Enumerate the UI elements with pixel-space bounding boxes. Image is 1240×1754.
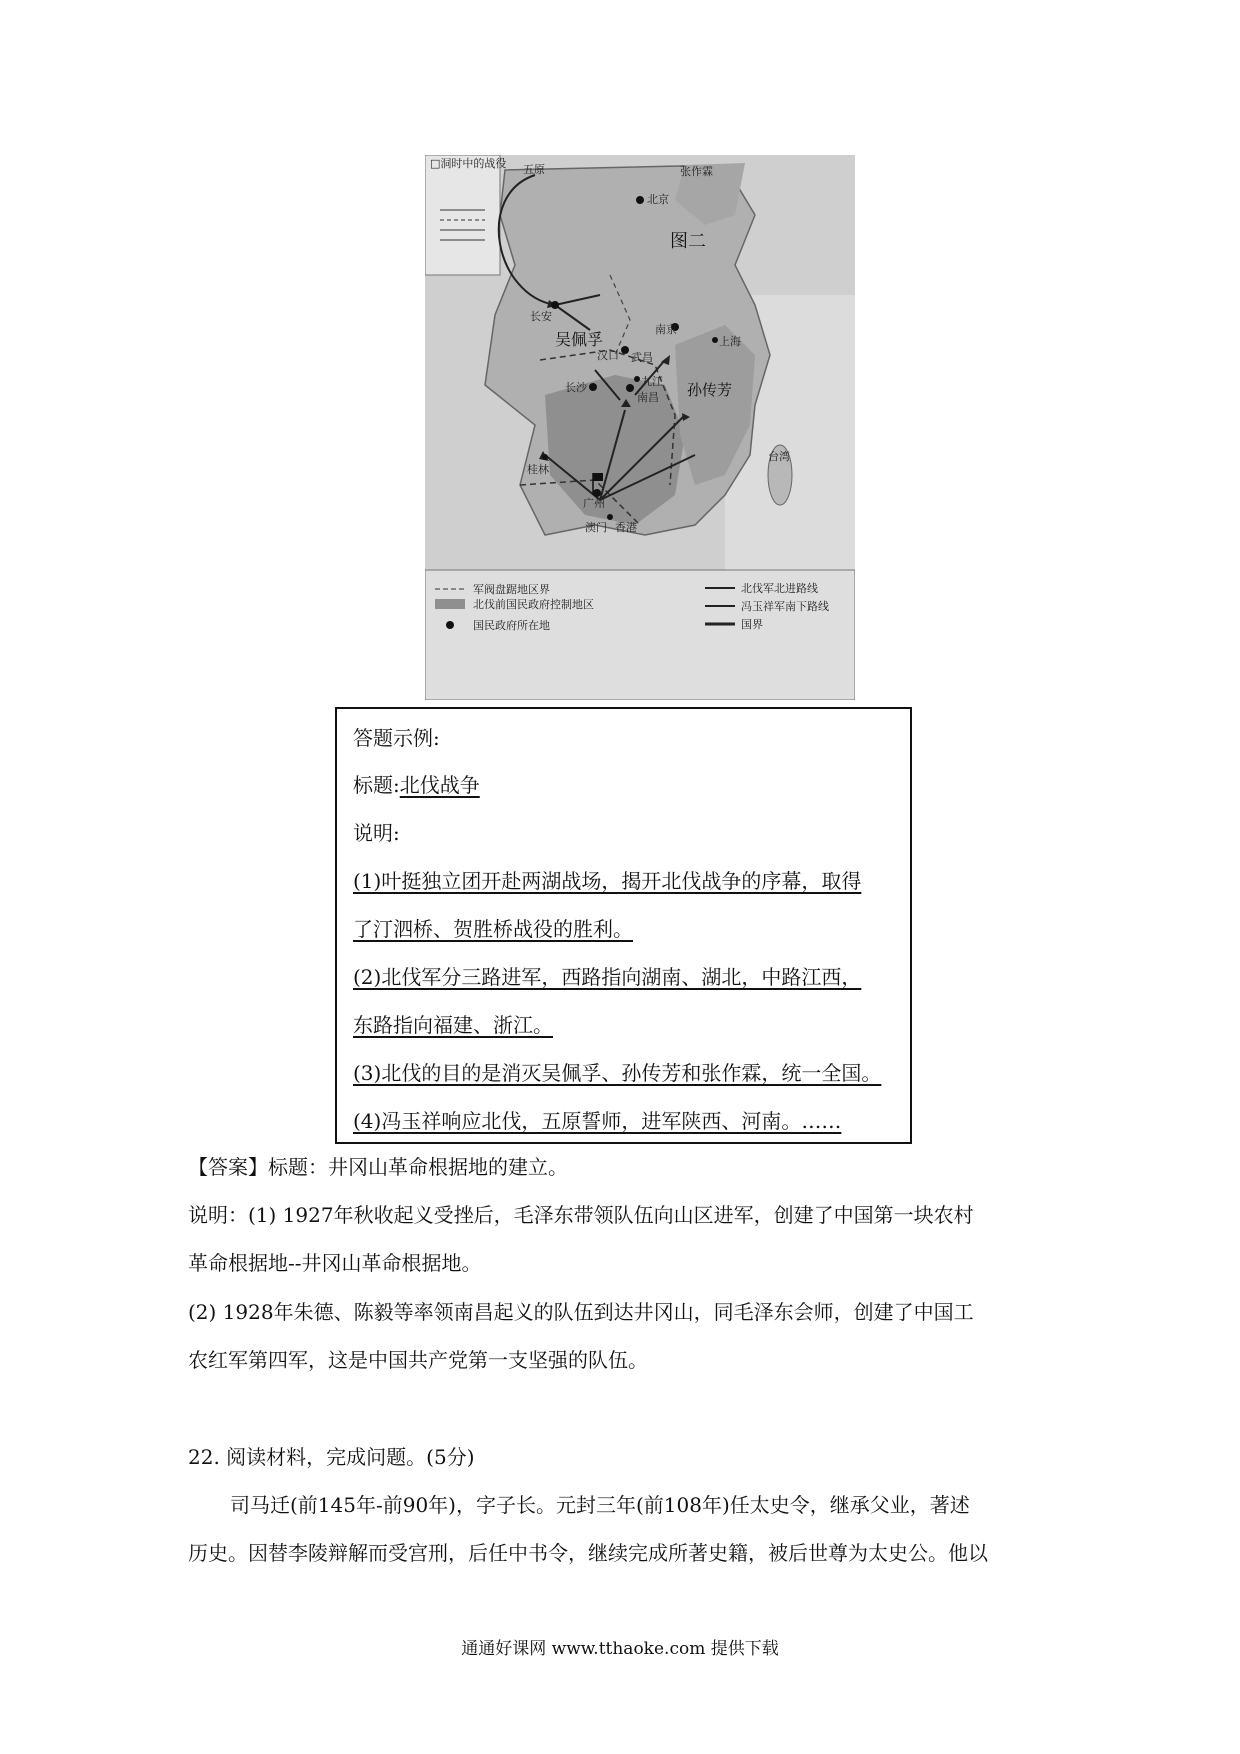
question-line-2: 司马迁(前145年-前90年)，字子长。元封三年(前108年)任太史令，继承父业，著述	[230, 1493, 970, 1517]
box-point-1b: 了汀泗桥、贺胜桥战役的胜利。	[353, 917, 633, 941]
box-title-label: 标题:	[353, 773, 400, 797]
box-point-4: (4)冯玉祥响应北伐，五原誓师，进军陕西、河南。……	[353, 1109, 842, 1133]
label-nanchang: 南昌	[637, 391, 659, 404]
label-xianggang: 香港	[615, 521, 637, 534]
box-desc-label: 说明:	[353, 821, 400, 845]
label-figure: 图二	[670, 231, 706, 252]
label-beijing: 北京	[647, 193, 669, 206]
box-heading: 答题示例:	[353, 726, 440, 750]
label-aomen: 澳门	[585, 521, 607, 534]
box-point-1a: (1)叶挺独立团开赴两湖战场，揭开北伐战争的序幕，取得	[353, 869, 862, 893]
legend-row-2: 北伐前国民政府控制地区	[473, 598, 594, 611]
label-jiujiang: 九江	[641, 375, 663, 388]
label-wuchang: 武昌	[631, 351, 653, 364]
answer-line-1: 【答案】标题：井冈山革命根据地的建立。	[188, 1155, 568, 1179]
label-wuyuan: 五原	[523, 163, 545, 176]
label-zhang: 张作霖	[680, 165, 713, 178]
map-legend-title: □洞时中的战役	[430, 157, 507, 170]
label-changan: 长安	[530, 310, 552, 323]
label-guangzhou: 广州	[583, 497, 605, 510]
label-wupeifu: 吴佩孚	[555, 330, 604, 349]
box-title-line	[353, 773, 480, 797]
legend-row-3: 国民政府所在地	[473, 619, 550, 632]
label-sun: 孙传芳	[687, 381, 733, 399]
answer-line-3: 革命根据地--井冈山革命根据地。	[188, 1251, 482, 1275]
legend-arrow-2: 冯玉祥军南下路线	[741, 600, 829, 613]
label-nanjing: 南京	[655, 323, 677, 336]
answer-line-5: 农红军第四军，这是中国共产党第一支坚强的队伍。	[188, 1348, 648, 1372]
legend-arrow-1: 北伐军北进路线	[741, 582, 818, 595]
label-guilin: 桂林	[527, 463, 549, 476]
question-line-3: 历史。因替李陵辩解而受宫刑，后任中书令，继续完成所著史籍，被后世尊为太史公。他以	[188, 1541, 988, 1565]
box-point-3: (3)北伐的目的是消灭吴佩孚、孙传芳和张作霖，统一全国。	[353, 1061, 882, 1085]
label-hankou: 汉口	[597, 349, 619, 362]
box-title-value: 北伐战争	[399, 773, 480, 797]
box-point-2a: (2)北伐军分三路进军，西路指向湖南、湖北，中路江西，	[353, 965, 862, 989]
label-taiwan: 台湾	[768, 450, 790, 463]
page-footer: 通通好课网 www.tthaoke.com 提供下载	[461, 1639, 779, 1659]
legend-arrow-3: 国界	[741, 618, 763, 631]
answer-example-box	[335, 707, 912, 1144]
legend-row-1: 军阀盘踞地区界	[473, 583, 550, 596]
answer-line-4: (2) 1928年朱德、陈毅等率领南昌起义的队伍到达井冈山，同毛泽东会师，创建了中国工	[188, 1300, 974, 1324]
box-point-2b: 东路指向福建、浙江。	[353, 1013, 553, 1037]
label-shanghai: 上海	[719, 335, 741, 348]
answer-line-2: 说明：(1) 1927年秋收起义受挫后，毛泽东带领队伍向山区进军，创建了中国第一块农村	[188, 1203, 974, 1227]
question-heading: 22. 阅读材料，完成问题。(5分)	[188, 1445, 475, 1469]
northern-expedition-map	[425, 155, 855, 700]
label-changsha: 长沙	[565, 381, 587, 394]
